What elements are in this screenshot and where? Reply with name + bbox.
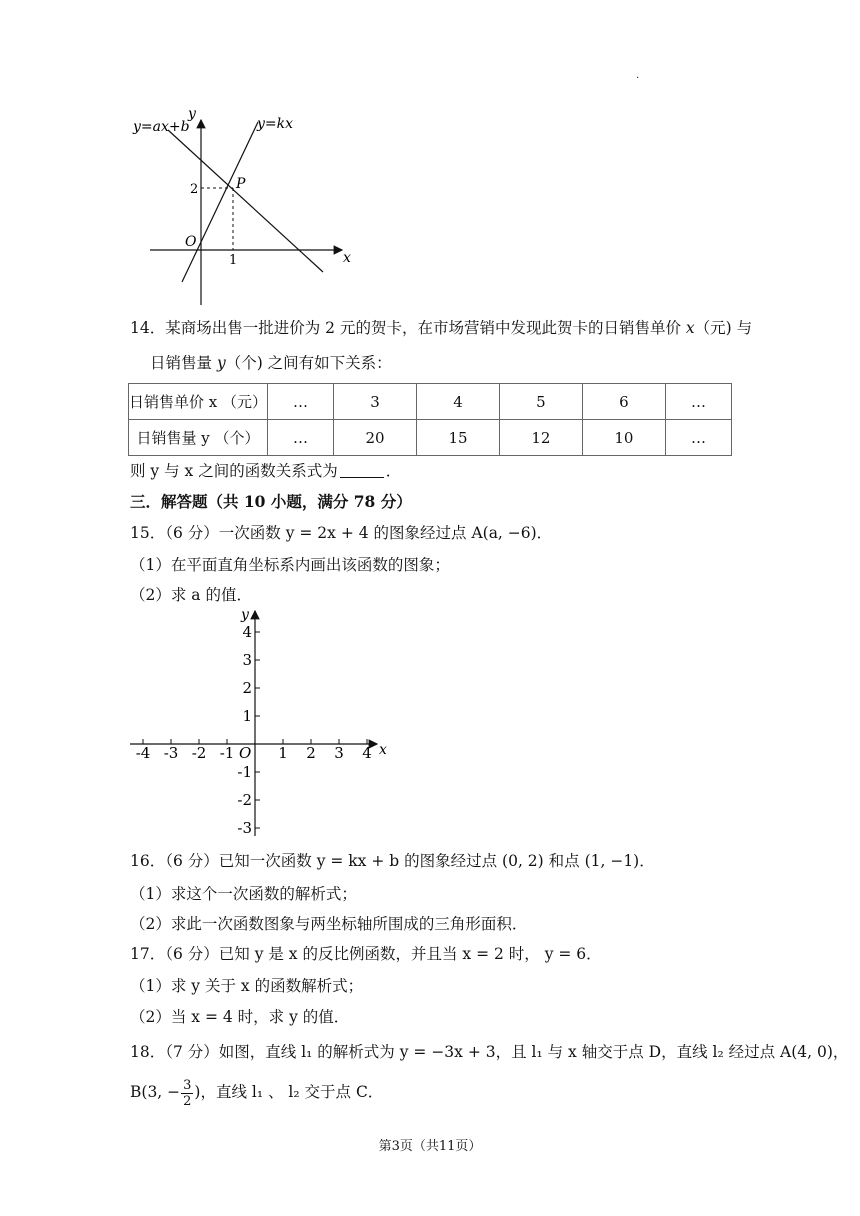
q13-label-line2: y=kx [257, 116, 294, 132]
q15-origin: O [239, 744, 252, 762]
table-cell: 15 [417, 420, 500, 456]
fraction-numerator: 3 [183, 1077, 192, 1093]
table-cell: 4 [417, 384, 500, 420]
x-tick-label: -3 [163, 744, 179, 762]
q18-stem-line2 [130, 1075, 383, 1109]
table-cell: … [665, 384, 731, 420]
y-tick-label: 2 [242, 679, 252, 697]
q14-question-text: 则 y 与 x 之间的函数关系式为 [130, 462, 338, 480]
q13-label-x: x [343, 250, 351, 266]
q15-y-label: y [241, 607, 249, 623]
q14-line1 [130, 318, 752, 338]
table-cell: … [268, 420, 334, 456]
answer-blank [340, 461, 384, 478]
y-tick-label: -1 [237, 763, 252, 781]
q16-stem: 16．（6 分）已知一次函数 y = kx + b 的图象经过点 (0, 2) 和点 (1, −1)． [130, 852, 655, 870]
q16-part2: （2）求此一次函数图象与两坐标轴所围成的三角形面积． [130, 915, 528, 933]
x-tick-label: -1 [219, 744, 235, 762]
q14-line2 [150, 353, 392, 373]
q13-tick-2: 2 [190, 182, 199, 197]
q15-coordinate-grid [125, 603, 395, 843]
q13-label-p: P [236, 176, 246, 192]
q18-fraction [181, 1078, 193, 1109]
q18-point-b: B(3, − [130, 1083, 181, 1101]
q13-label-line1: y=ax+b [133, 119, 190, 135]
table-cell: 12 [499, 420, 582, 456]
table-row [129, 420, 732, 456]
section-heading: 三．解答题（共 10 小题，满分 78 分） [130, 492, 412, 511]
table-row-header: 日销售单价 x （元） [129, 384, 268, 420]
page-footer: 第3页（共11页） [378, 1139, 482, 1154]
q13-label-o: O [185, 234, 197, 250]
y-tick-label: 1 [242, 707, 252, 725]
table-cell: … [268, 384, 334, 420]
q14-table [128, 383, 732, 456]
x-tick-label: 3 [334, 744, 344, 762]
y-tick-label: -3 [237, 819, 252, 837]
table-cell: 20 [334, 420, 417, 456]
q17-stem: 17．（6 分）已知 y 是 x 的反比例函数，并且当 x = 2 时， y = 6． [130, 945, 602, 963]
q15-part2: （2）求 a 的值． [130, 586, 252, 604]
q14-text-d: （个) 之间有如下关系： [225, 354, 392, 372]
y-tick-label: 3 [242, 651, 252, 669]
y-tick-label: -2 [237, 791, 252, 809]
q18-stem-end: )，直线 l₁ 、 l₂ 交于点 C． [194, 1083, 384, 1101]
x-tick-label: 1 [278, 744, 288, 762]
table-row [129, 384, 732, 420]
q18-stem-line1: 18．（7 分）如图，直线 l₁ 的解析式为 y = −3x + 3，且 l₁ 与 x 轴交于点 D，直线 l₂ 经过点 A(4, 0)， [130, 1043, 849, 1061]
x-tick-label: 2 [306, 744, 316, 762]
q14-text-b: （元) 与 [694, 319, 753, 337]
q14-question-end: ． [385, 462, 402, 480]
table-cell: … [665, 420, 731, 456]
q17-part2: （2）当 x = 4 时，求 y 的值． [130, 1008, 350, 1026]
table-cell: 10 [582, 420, 665, 456]
q14-text-a: 14．某商场出售一批进价为 2 元的贺卡，在市场营销中发现此贺卡的日销售单价 [130, 319, 686, 337]
y-tick-label: 4 [242, 623, 252, 641]
q14-var-y: y [216, 354, 226, 372]
q15-part1: （1）在平面直角坐标系内画出该函数的图象； [130, 556, 450, 574]
x-tick-label: 4 [362, 744, 372, 762]
q16-part1: （1）求这个一次函数的解析式； [130, 885, 357, 903]
fraction-denominator: 2 [183, 1093, 192, 1109]
x-tick-label: -2 [191, 744, 207, 762]
q13-tick-1: 1 [229, 253, 238, 268]
table-cell: 3 [334, 384, 417, 420]
table-row-header: 日销售量 y （个） [129, 420, 268, 456]
q17-part1: （1）求 y 关于 x 的函数解析式； [130, 977, 364, 995]
table-cell: 6 [582, 384, 665, 420]
x-tick-label: -4 [135, 744, 151, 762]
q14-text-c: 日销售量 [150, 354, 217, 372]
q15-stem: 15．（6 分）一次函数 y = 2x + 4 的图象经过点 A(a, −6)． [130, 524, 553, 542]
q13-figure [130, 100, 360, 310]
q14-var-x: x [685, 319, 695, 337]
table-cell: 5 [499, 384, 582, 420]
q13-line-ax-b [168, 130, 323, 272]
q15-x-label: x [379, 742, 387, 758]
q14-question [130, 461, 401, 481]
stray-dot: . [636, 70, 640, 81]
q13-label-y: y [188, 106, 196, 122]
